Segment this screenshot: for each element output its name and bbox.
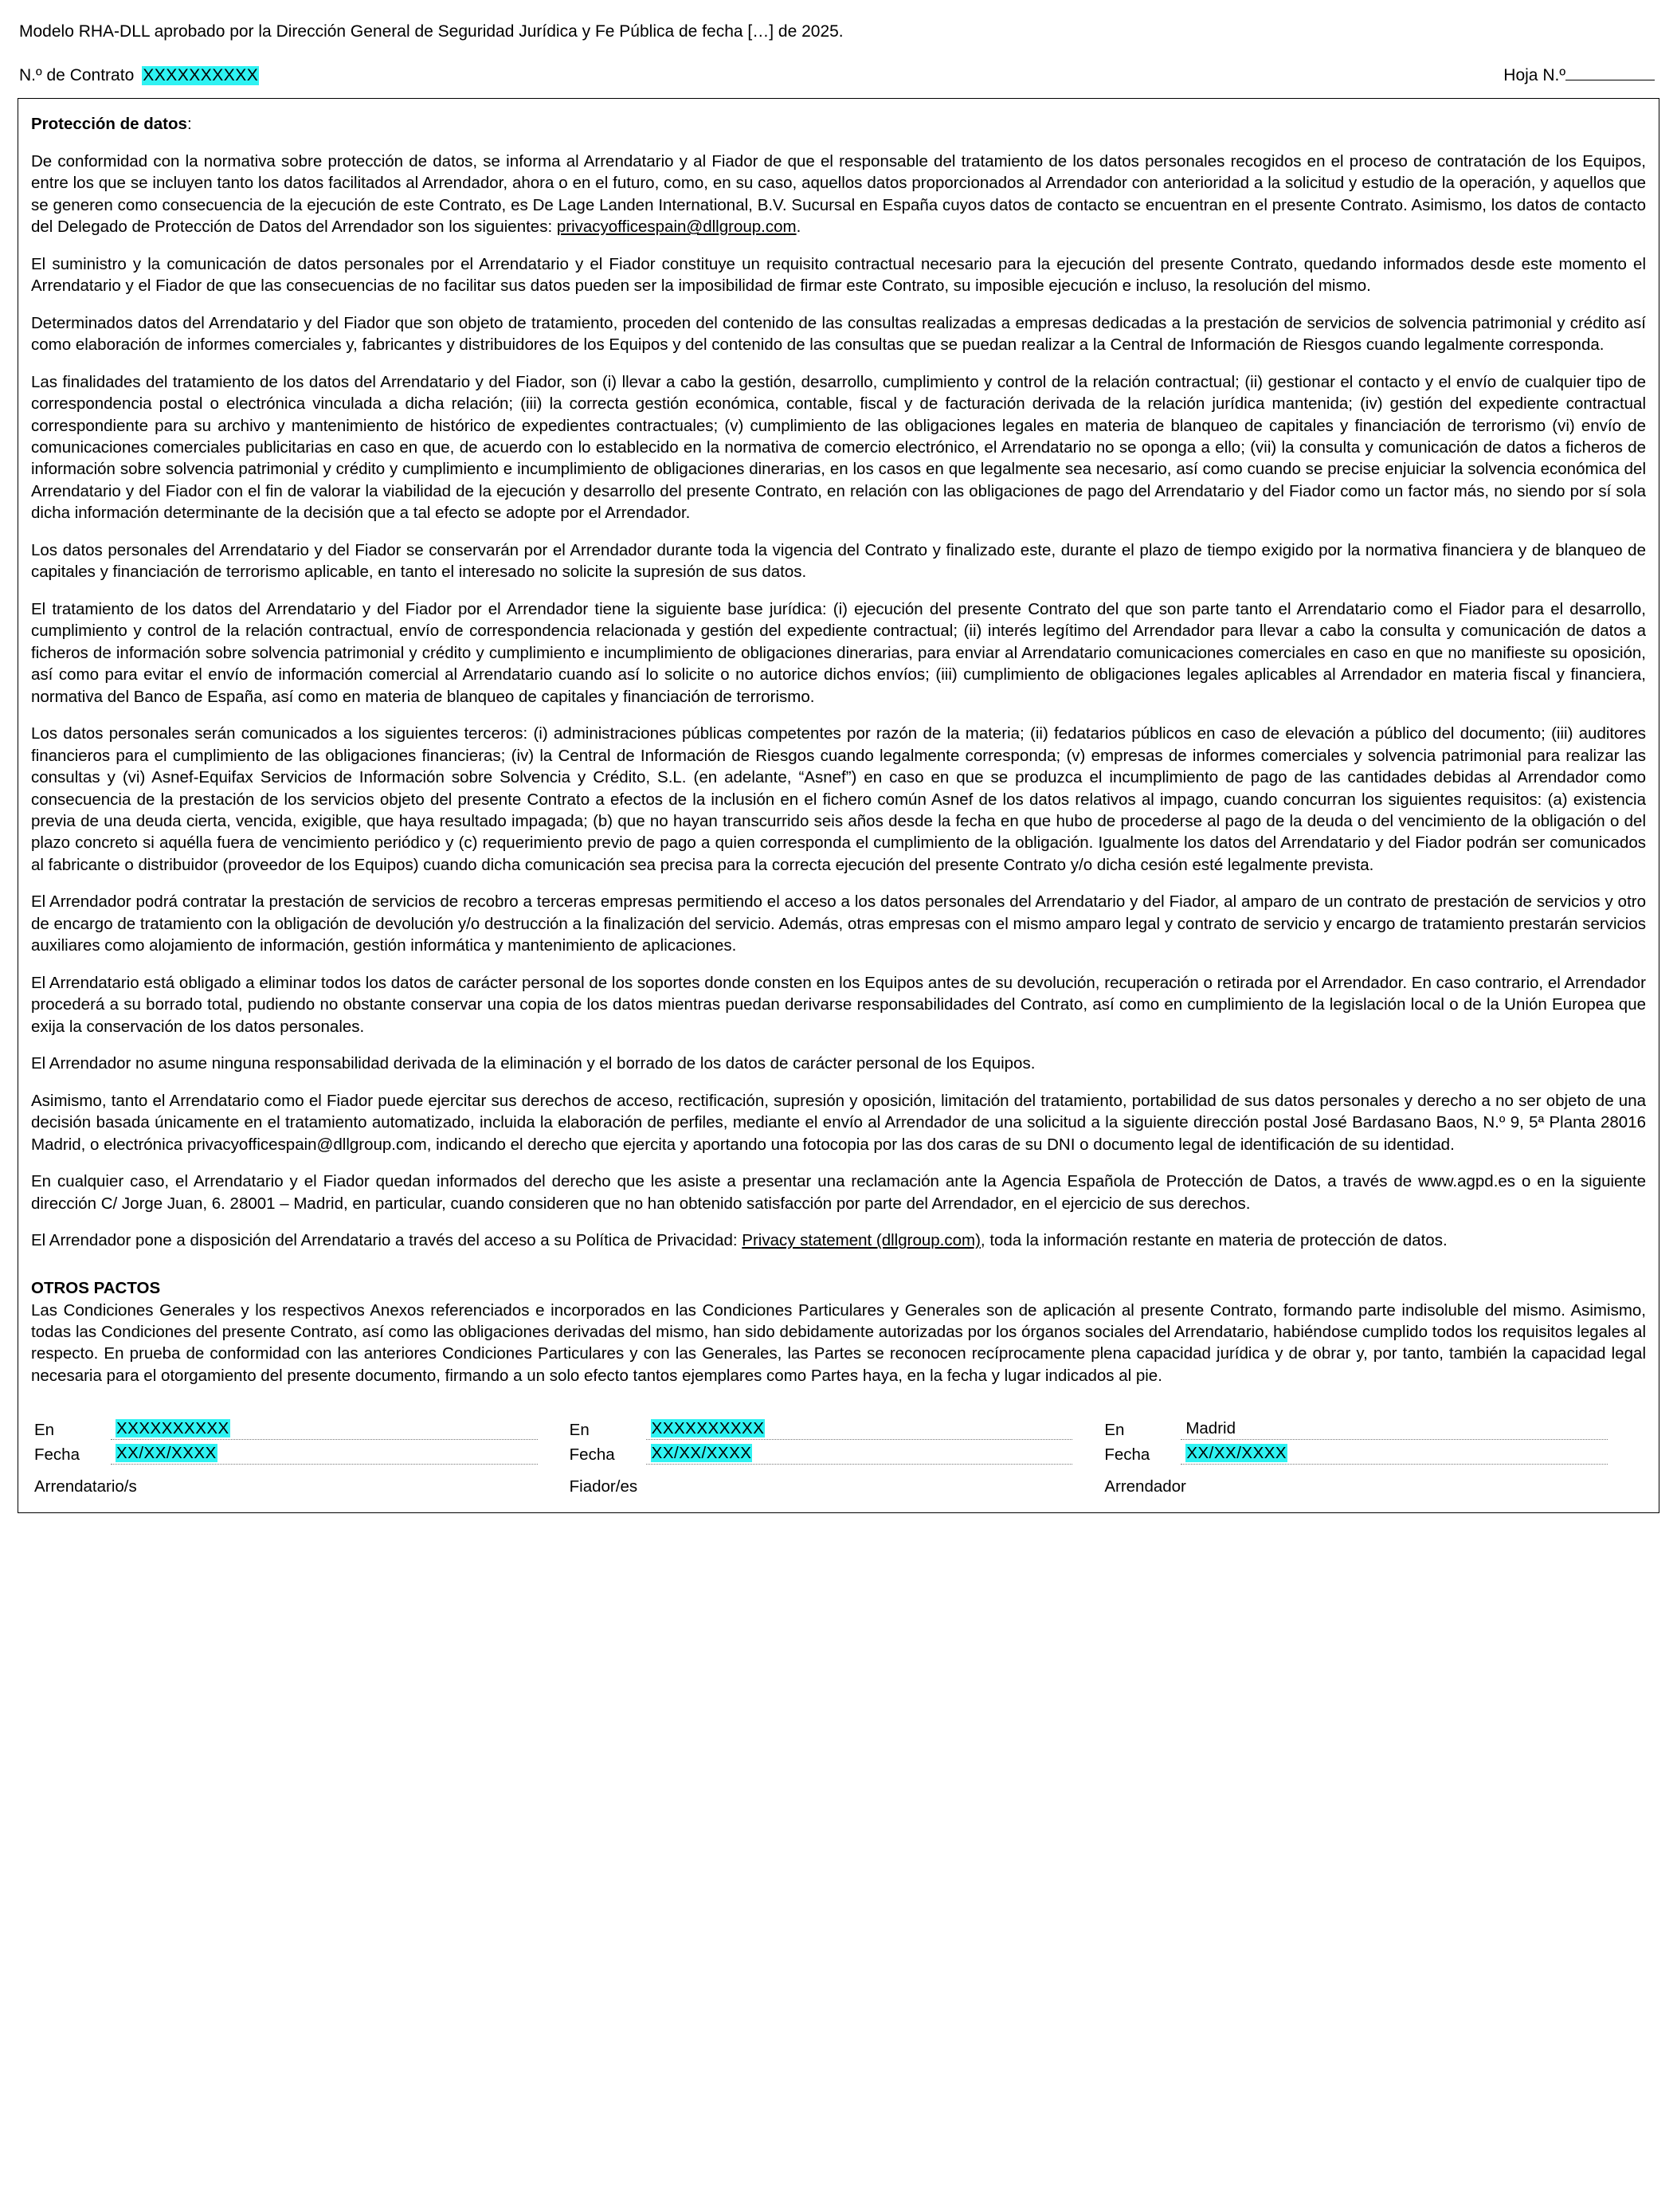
- signature-role-label: Arrendatario/s: [34, 1477, 137, 1496]
- signature-date-value[interactable]: XX/XX/XXXX: [111, 1443, 538, 1465]
- signature-column-lessee: [34, 1418, 570, 1496]
- signature-place-value[interactable]: XXXXXXXXXX: [111, 1418, 538, 1440]
- dp-p1-end: .: [796, 218, 801, 237]
- data-protection-paragraph-9: El Arrendatario está obligado a eliminar todos los datos de carácter personal de los soportes donde consten en los Equipos antes de su devolución, recuperación o retirada por el Arrendador. En caso contrario, el Arrendador procederá a su borrado total, pudiendo no obstante conservar una copia de los datos mientras puedan derivarse responsabilidades del Contrato, así como en cumplimiento de la legislación local o de la Unión Europea que exija la conservación de los datos personales.: [31, 973, 1646, 1036]
- privacy-statement-link[interactable]: Privacy statement (dllgroup.com): [742, 1231, 981, 1250]
- signature-place-label: En: [34, 1421, 55, 1440]
- signature-place-row: [1104, 1418, 1608, 1440]
- signature-role-label: Arrendador: [1104, 1477, 1186, 1496]
- signature-date-label: Fecha: [1104, 1445, 1150, 1465]
- signature-date-label: Fecha: [34, 1445, 80, 1465]
- signature-place-label: En: [569, 1421, 590, 1440]
- dp-p1-text: De conformidad con la normativa sobre protección de datos, se informa al Arrendatario y al Fiador de que el responsable del tratamiento de los datos personales recogidos en el proceso de contratación de los Equipos, entre los que se incluyen tanto los datos facilitados al Arrendador, ahora o en el futuro, como, en su caso, aquellos datos proporcionados al Arrendador con anterioridad a la solicitud y estudio de la operación, y aquellos que se generen como consecuencia de la ejecución de este Contrato, es De Lage Landen International, B.V. Sucursal en España cuyos datos de contacto se encuentran en el presente Contrato. Asimismo, los datos de contacto del Delegado de Protección de Datos del Arrendador son los siguientes:: [31, 151, 1646, 237]
- data-protection-paragraph-7: Los datos personales serán comunicados a los siguientes terceros: (i) administraciones públicas competentes por razón de la materia; (ii) fedatarios públicos en caso de elevación a público del documento; (iii) auditores financieros para el cumplimiento de las obligaciones financieras; (iv) la Central de Información de Riesgos cuando legalmente corresponda; (v) empresas de informes comerciales y solvencia patrimonial para realizar las consultas y (vi) Asnef-Equifax Servicios de Información sobre Solvencia y Crédito, S.L. (en adelante, “Asnef”) en caso en que se produzca el incumplimiento de pago de las cantidades debidas al Arrendador como consecuencia de la prestación de los servicios objeto del presente Contrato a efectos de la inclusión en el fichero común Asnef de los datos relativos al impago, cuando concurran los siguientes requisitos: (a) existencia previa de una deuda cierta, vencida, exigible, que haya resultado impagada; (b) que no hayan transcurrido seis años desde la fecha en que hubo de procederse al pago de la deuda o del vencimiento de la obligación o del plazo concreto si aquélla fuera de vencimiento periódico y (c) requerimiento previo de pago a quien corresponda el cumplimiento de la obligación. Igualmente los datos del Arrendatario y del Fiador podrán ser comunicados al fabricante o distribuidor (proveedor de los Equipos) cuando dicha comunicación sea precisa para la correcta ejecución del presente Contrato y/o dicha cesión esté legalmente prevista.: [31, 724, 1646, 874]
- data-protection-paragraph-3: Determinados datos del Arrendatario y del Fiador que son objeto de tratamiento, proceden del contenido de las consultas realizadas a empresas dedicadas a la prestación de servicios de solvencia patrimonial y crédito así como elaboración de informes comerciales y, fabricantes y distribuidores de los Equipos y del contenido de las consultas que se puedan realizar a la Central de Información de Riesgos cuando legalmente corresponda.: [31, 313, 1646, 355]
- dpo-email: privacyofficespain@dllgroup.com: [556, 218, 797, 237]
- data-protection-paragraph-12: En cualquier caso, el Arrendatario y el Fiador quedan informados del derecho que les asiste a presentar una reclamación ante la Agencia Española de Protección de Datos, a través de www.agpd.es o en la siguiente dirección C/ Jorge Juan, 6. 28001 – Madrid, en particular, cuando consideren que no han obtenido satisfacción por parte del Arrendador, en el ejercicio de sus derechos.: [31, 1172, 1646, 1213]
- signature-area: [31, 1418, 1646, 1496]
- contract-number-group: [19, 66, 259, 85]
- signature-date-value[interactable]: XX/XX/XXXX: [646, 1443, 1073, 1465]
- data-protection-paragraph-11: Asimismo, tanto el Arrendatario como el Fiador puede ejercitar sus derechos de acceso, rectificación, supresión y oposición, limitación del tratamiento, portabilidad de sus datos personales y derecho a no ser objeto de una decisión basada únicamente en el tratamiento automatizado, incluida la elaboración de perfiles, mediante el envío al Arrendador de una solicitud a la siguiente dirección postal José Bardasano Baos, N.º 9, 5ª Planta 28016 Madrid, o electrónica privacyofficespain@dllgroup.com, indicando el derecho que ejercita y aportando una fotocopia por las dos caras de su DNI o documento legal de identificación de su identidad.: [31, 1091, 1646, 1154]
- data-protection-title-colon: :: [186, 115, 192, 134]
- signature-place-row: [570, 1418, 1073, 1440]
- signature-column-guarantor: [570, 1418, 1105, 1496]
- signature-date-label: Fecha: [569, 1445, 615, 1465]
- data-protection-paragraph-2: El suministro y la comunicación de datos personales por el Arrendatario y el Fiador constituye un requisito contractual necesario para la ejecución del presente Contrato, quedando informados desde este momento el Arrendatario y el Fiador de que las consecuencias de no facilitar sus datos pueden ser la imposibilidad de firmar este Contrato, su imposible ejecución e incluso, la resolución del mismo.: [31, 254, 1646, 296]
- signature-date-row: [570, 1443, 1073, 1465]
- dp-p13-text-b: , toda la información restante en materia de protección de datos.: [980, 1231, 1448, 1250]
- signature-column-lessor: [1104, 1418, 1640, 1496]
- signature-date-row: [1104, 1443, 1608, 1465]
- contract-number-value: XXXXXXXXXX: [143, 66, 259, 85]
- signature-role-label: Fiador/es: [569, 1477, 638, 1496]
- sheet-number-group: [1503, 64, 1655, 85]
- data-protection-paragraph-8: El Arrendador podrá contratar la prestación de servicios de recobro a terceras empresas permitiendo el acceso a los datos personales del Arrendatario y del Fiador, al amparo de un contrato de prestación de servicios y otro de encargo de tratamiento con la obligación de devolución y/o destrucción a la finalización del servicio. Además, otras empresas con el mismo amparo legal y contrato de servicio y encargo de tratamiento prestarán servicios auxiliares como alojamiento de información, gestión informática y mantenimiento de aplicaciones.: [31, 892, 1646, 955]
- data-protection-title: Protección de datos: [31, 115, 187, 134]
- data-protection-section: [18, 98, 1659, 1513]
- signature-place-value[interactable]: XXXXXXXXXX: [646, 1418, 1073, 1440]
- dp-p13-text-a: El Arrendador pone a disposición del Arrendatario a través del acceso a su Política de Privacidad:: [31, 1231, 743, 1250]
- data-protection-paragraph-10: El Arrendador no asume ninguna responsabilidad derivada de la eliminación y el borrado de los datos de carácter personal de los Equipos.: [31, 1054, 1036, 1073]
- data-protection-paragraph-1: [31, 151, 1646, 238]
- sheet-number-label: Hoja N.º: [1503, 66, 1565, 85]
- signature-date-value[interactable]: XX/XX/XXXX: [1181, 1443, 1608, 1465]
- data-protection-paragraph-4: Las finalidades del tratamiento de los datos del Arrendatario y del Fiador, son (i) llevar a cabo la gestión, desarrollo, cumplimiento y control de la relación contractual; (ii) gestionar el contacto y el envío de cualquier tipo de correspondencia postal o electrónica vinculada a dicha relación; (iii) la correcta gestión económica, contable, fiscal y de facturación derivada de la relación jurídica mantenida; (iv) gestión del expediente contractual correspondiente para su archivo y mantenimiento de histórico de expedientes contractuales; (v) cumplimiento de las obligaciones legales en materia de blanqueo de capitales y financiación de terrorismo (vi) envío de comunicaciones comerciales publicitarias en caso en que, de acuerdo con lo establecido en la normativa de comercio electrónico, el Arrendatario no se oponga a ello; (vii) la consulta y comunicación de datos a ficheros de información sobre solvencia patrimonial y crédito y cumplimiento e incumplimiento de obligaciones dinerarias, en los casos en que legalmente sea necesario, así como cuando se precise enjuiciar la solvencia económica del Arrendatario y del Fiador con el fin de valorar la viabilidad de la ejecución y desarrollo del presente Contrato, en relación con las obligaciones de pago del Arrendatario y del Fiador como un factor más, no siendo por sí sola dicha información determinante de la decisión que a tal efecto se adopte por el Arrendador.: [31, 372, 1646, 523]
- signature-date-row: [34, 1443, 538, 1465]
- data-protection-paragraph-13: [31, 1230, 1646, 1251]
- signature-place-row: [34, 1418, 538, 1440]
- signature-place-value[interactable]: Madrid: [1181, 1418, 1608, 1440]
- data-protection-paragraph-6: El tratamiento de los datos del Arrendatario y del Fiador por el Arrendador tiene la siguiente base jurídica: (i) ejecución del presente Contrato del que son parte tanto el Arrendatario como el Fiador para el desarrollo, cumplimiento y control de la relación contractual, envío de correspondencia relacionada y gestión del expediente contractual; (ii) interés legítimo del Arrendador para llevar a cabo la consulta y comunicación de datos a ficheros de información sobre solvencia patrimonial y crédito y cumplimiento e incumplimiento de obligaciones dinerarias, para enviar al Arrendatario comunicaciones comerciales en caso en que no manifieste su oposición, así como para evitar el envío de información comercial al Arrendatario cuando así lo solicite o no autorice dichos envíos; (iii) cumplimiento de obligaciones legales aplicables al Arrendador en materia fiscal y financiera, normativa del Banco de España, así como en materia de blanqueo de capitales y financiación de terrorismo.: [31, 599, 1646, 706]
- signature-place-label: En: [1104, 1421, 1125, 1440]
- data-protection-paragraph-5: Los datos personales del Arrendatario y del Fiador se conservarán por el Arrendador durante toda la vigencia del Contrato y finalizado este, durante el plazo de tiempo exigido por la normativa financiera y de blanqueo de capitales y financiación de terrorismo aplicable, en tanto el interesado no solicite la supresión de sus datos.: [31, 540, 1646, 582]
- contract-number-label: N.º de Contrato: [19, 66, 135, 85]
- model-approval-line: Modelo RHA-DLL aprobado por la Dirección General de Seguridad Jurídica y Fe Pública de fecha […] de 2025.: [19, 22, 844, 41]
- data-protection-title-paragraph: [31, 113, 1646, 135]
- sheet-number-blank: [1565, 64, 1655, 80]
- other-pacts-body: Las Condiciones Generales y los respectivos Anexos referenciados e incorporados en las Condiciones Particulares y Generales son de aplicación al presente Contrato, formando parte indisoluble del mismo. Asimismo, todas las Condiciones del presente Contrato, así como las obligaciones derivadas del mismo, han sido debidamente autorizadas por los órganos sociales del Arrendatario, habiéndose cumplido todos los requisitos legales al respecto. En prueba de conformidad con las anteriores Condiciones Particulares y con las Generales, las Partes se reconocen recíprocamente plena capacidad jurídica y de obrar y, por tanto, también la capacidad legal necesaria para el otorgamiento del presente documento, firmando a un solo efecto tantos ejemplares como Partes haya, en la fecha y lugar indicados al pie.: [31, 1300, 1646, 1385]
- other-pacts-title: OTROS PACTOS: [31, 1278, 161, 1297]
- contract-number-row: [19, 64, 1655, 85]
